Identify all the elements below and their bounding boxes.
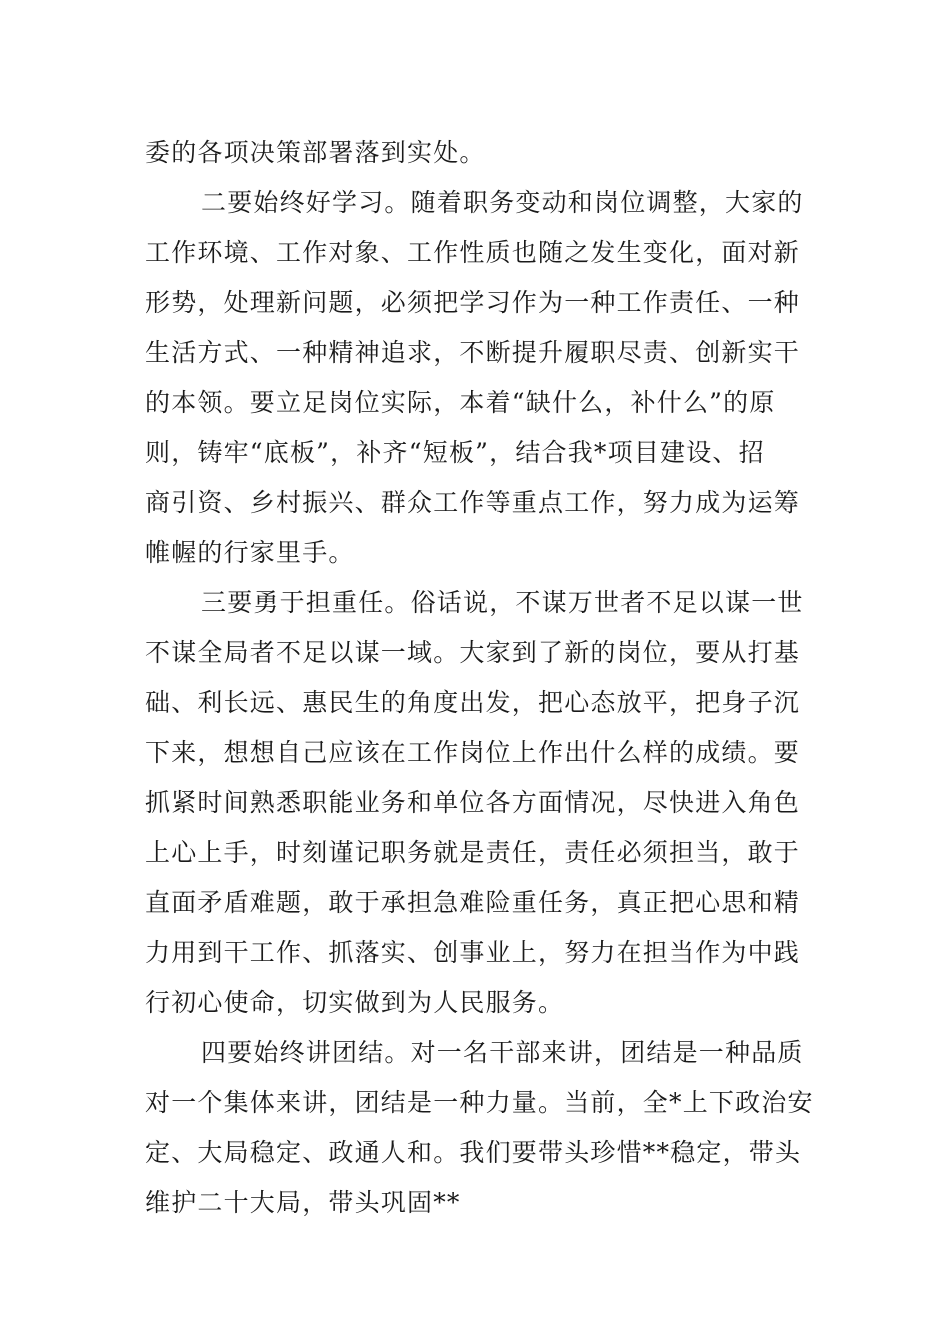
paragraph-4-start: 四要始终讲团结。对一名干部来讲，团结是一种品质 [201, 1038, 804, 1067]
paragraph-3-start: 三要勇于担重任。俗话说，不谋万世者不足以谋一世 [201, 588, 804, 617]
text-line: 下来，想想自己应该在工作岗位上作出什么样的成绩。要 [145, 738, 801, 767]
text-line: 形势，处理新问题，必须把学习作为一种工作责任、一种 [145, 288, 801, 317]
paragraph-2-start: 二要始终好学习。随着职务变动和岗位调整，大家的 [201, 188, 804, 217]
text-line: 抓紧时间熟悉职能业务和单位各方面情况，尽快进入角色 [145, 788, 801, 817]
text-line: 不谋全局者不足以谋一域。大家到了新的岗位，要从打基 [145, 638, 801, 667]
text-line: 力用到干工作、抓落实、创事业上，努力在担当作为中践 [145, 938, 801, 967]
text-line: 生活方式、一种精神追求，不断提升履职尽责、创新实干 [145, 338, 801, 367]
text-line: 对一个集体来讲，团结是一种力量。当前，全*上下政治安 [145, 1088, 814, 1117]
text-line: 商引资、乡村振兴、群众工作等重点工作，努力成为运筹 [145, 488, 801, 517]
text-line: 础、利长远、惠民生的角度出发，把心态放平，把身子沉 [145, 688, 801, 717]
text-line: 上心上手，时刻谨记职务就是责任，责任必须担当，敢于 [145, 838, 801, 867]
text-line: 工作环境、工作对象、工作性质也随之发生变化，面对新 [145, 238, 801, 267]
text-line: 的本领。要立足岗位实际，本着“缺什么，补什么”的原 [145, 388, 776, 417]
text-line: 帷幄的行家里手。 [145, 538, 355, 567]
text-line: 维护二十大局，带头巩固** [145, 1188, 461, 1217]
text-line: 直面矛盾难题，敢于承担急难险重任务，真正把心思和精 [145, 888, 801, 917]
text-line: 则，铸牢“底板”，补齐“短板”，结合我*项目建设、招 [145, 438, 765, 467]
text-line: 行初心使命，切实做到为人民服务。 [145, 988, 565, 1017]
text-line: 委的各项决策部署落到实处。 [145, 138, 486, 167]
text-line: 定、大局稳定、政通人和。我们要带头珍惜**稳定，带头 [145, 1138, 802, 1167]
